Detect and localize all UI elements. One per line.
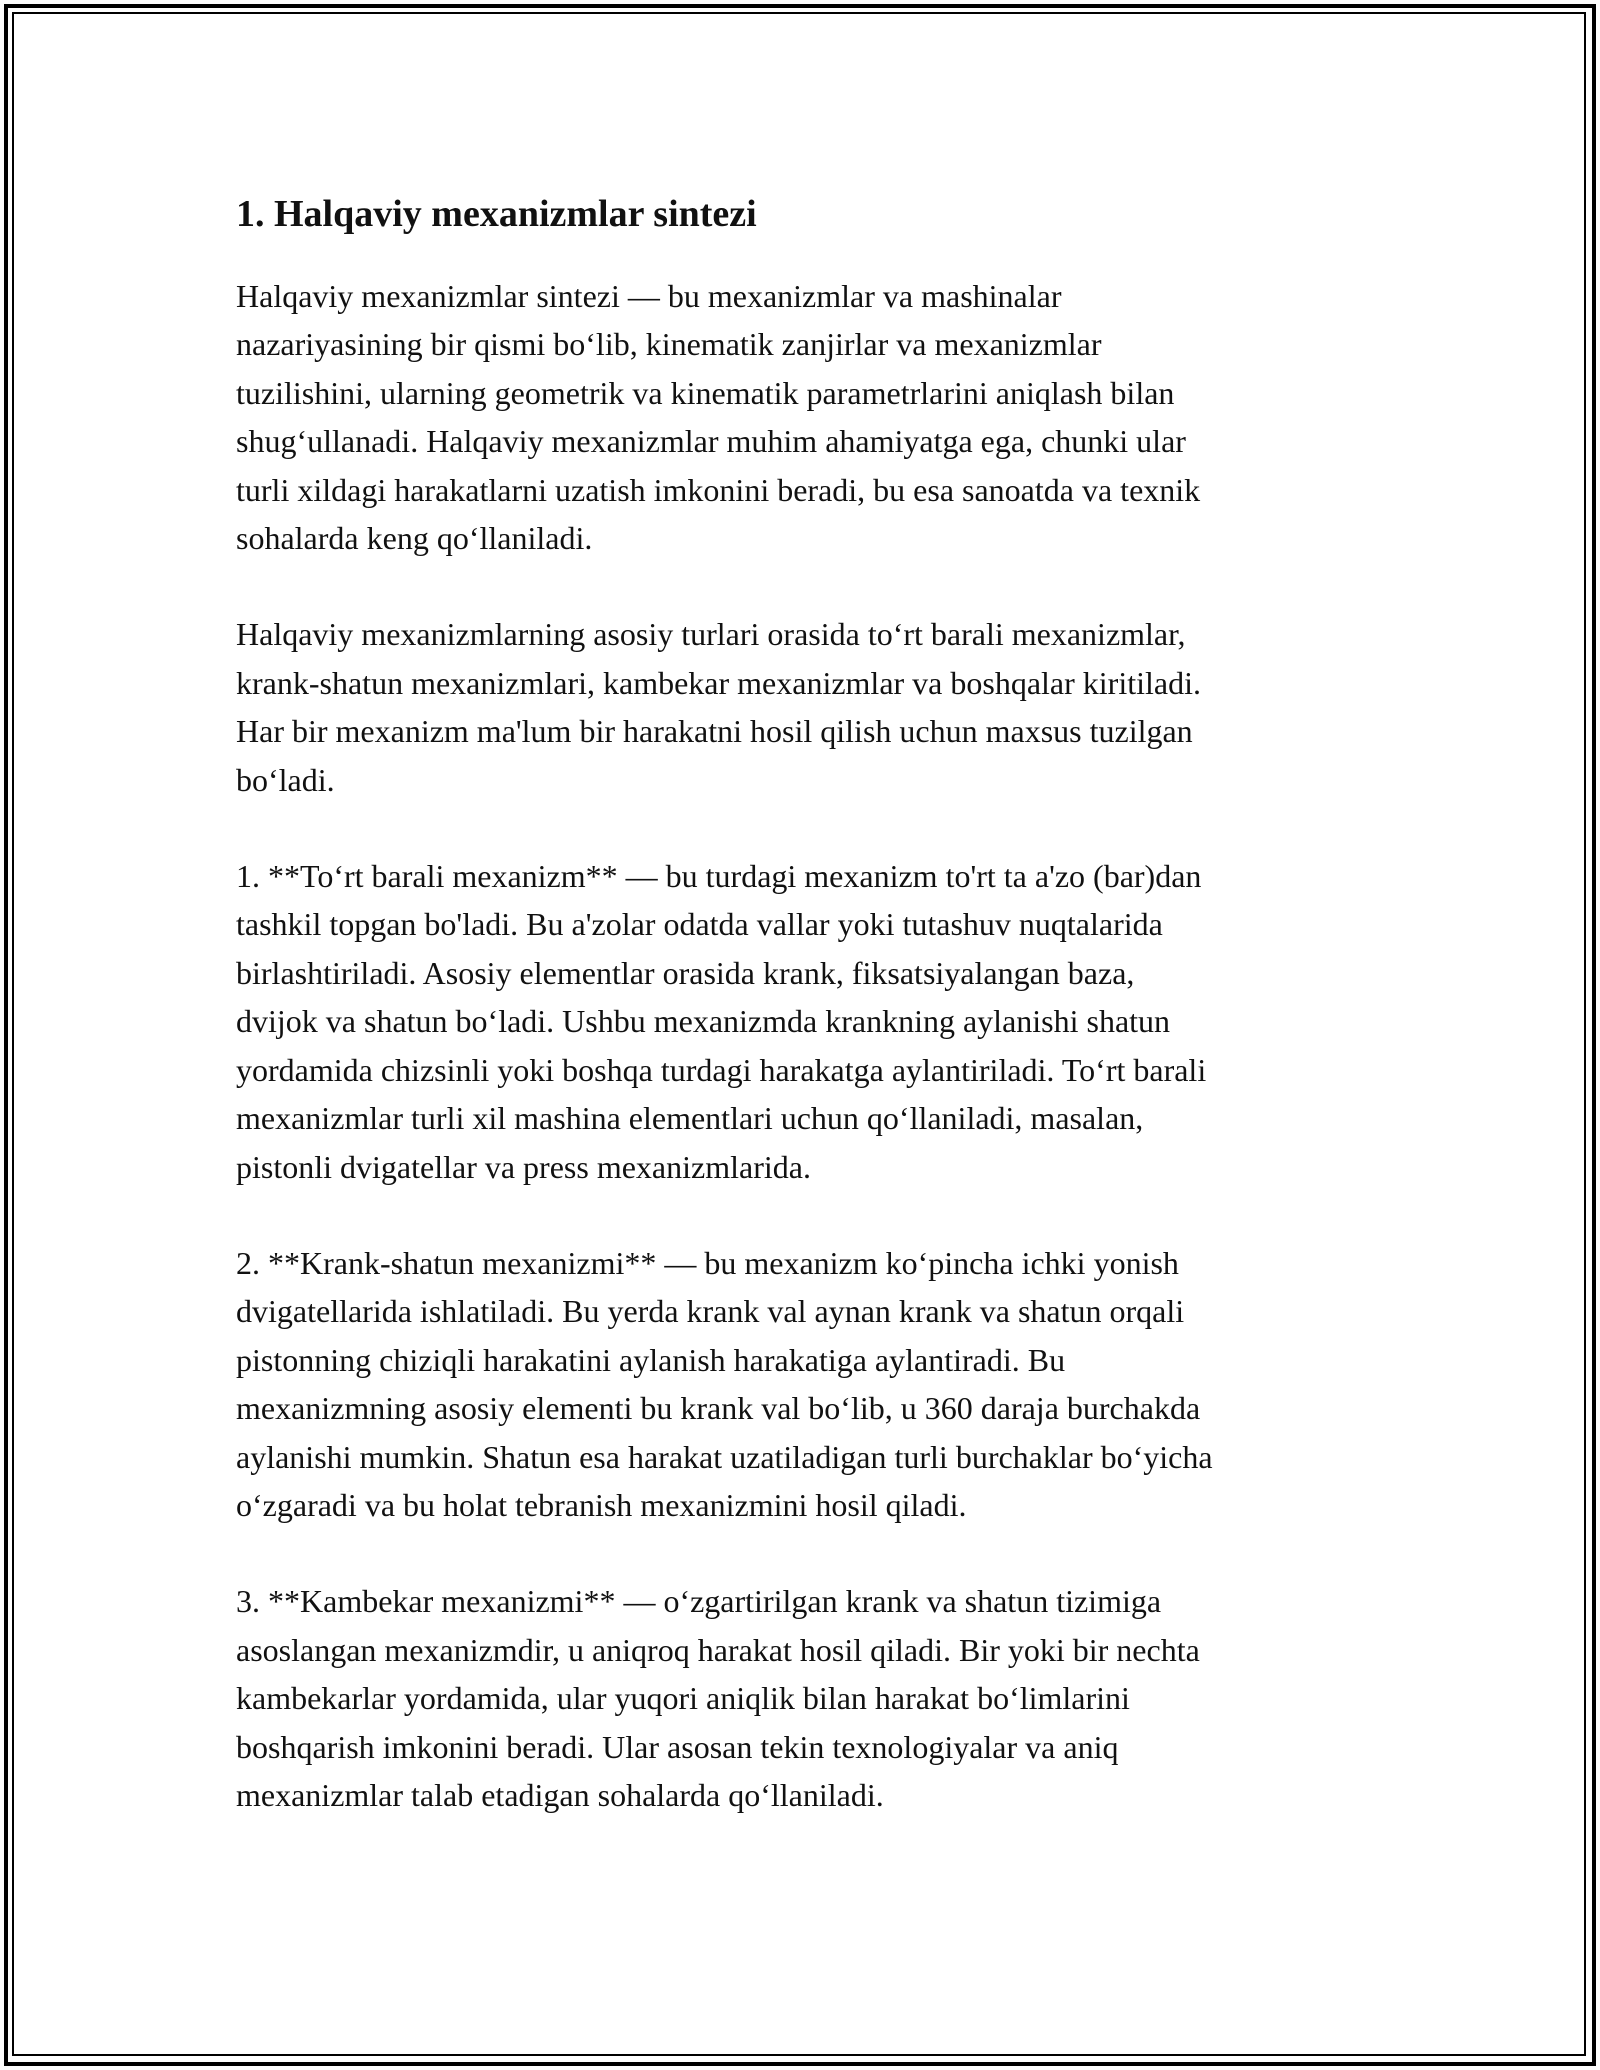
paragraph-intro: Halqaviy mexanizmlar sintezi — bu mexanizmlar va mashinalar nazariyasining bir qismi bo‘lib, kinematik zanjirlar va mexanizmlar tuzilishini, ularning geometrik va kinematik parametrlarini aniqlash bilan shug‘ullanadi. Halqaviy mexanizmlar muhim ahamiyatga ega, chunki ular turli xildagi harakatlarni uzatish imkonini beradi, bu esa sanoatda va texnik sohalarda keng qo‘llaniladi. xyxy=(236,278,1201,557)
paragraph-types: Halqaviy mexanizmlarning asosiy turlari orasida to‘rt barali mexanizmlar, krank-shatun mexanizmlari, kambekar mexanizmlar va boshqalar kiritiladi. Har bir mexanizm ma'lum bir harakatni hosil qilish uchun maxsus tuzilgan bo‘ladi. xyxy=(236,616,1201,798)
paragraph-crank-slider: 2. **Krank-shatun mexanizmi** — bu mexanizm ko‘pincha ichki yonish dvigatellarida ishlatiladi. Bu yerda krank val aynan krank va shatun orqali pistonning chiziqli harakatini aylanish harakatiga aylantiradi. Bu mexanizmning asosiy elementi bu krank val bo‘lib, u 360 daraja burchakda aylanishi mumkin. Shatun esa harakat uzatiladigan turli burchaklar bo‘yicha o‘zgaradi va bu holat tebranish mexanizmini hosil qiladi. xyxy=(236,1244,1213,1523)
document-page xyxy=(236,190,1366,1867)
paragraph-cam: 3. **Kambekar mexanizmi** — o‘zgartirilgan krank va shatun tizimiga asoslangan mexanizmdir, u aniqroq harakat hosil qiladi. Bir yoki bir nechta kambekarlar yordamida, ular yuqori aniqlik bilan harakat bo‘limlarini boshqarish imkonini beradi. Ular asosan tekin texnologiyalar va aniq mexanizmlar talab etadigan sohalarda qo‘llaniladi. xyxy=(236,1583,1200,1813)
document-title: 1. Halqaviy mexanizmlar sintezi xyxy=(236,193,757,235)
paragraph-four-bar: 1. **To‘rt barali mexanizm** — bu turdagi mexanizm to'rt ta a'zo (bar)dan tashkil topgan bo'ladi. Bu a'zolar odatda vallar yoki tutashuv nuqtalarida birlashtiriladi. Asosiy elementlar orasida krank, fiksatsiyalangan baza, dvijok va shatun bo‘ladi. Ushbu mexanizmda krankning aylanishi shatun yordamida chizsinli yoki boshqa turdagi harakatga aylantiriladi. To‘rt barali mexanizmlar turli xil mashina elementlari uchun qo‘llaniladi, masalan, pistonli dvigatellar va press mexanizmlarida. xyxy=(236,858,1207,1185)
